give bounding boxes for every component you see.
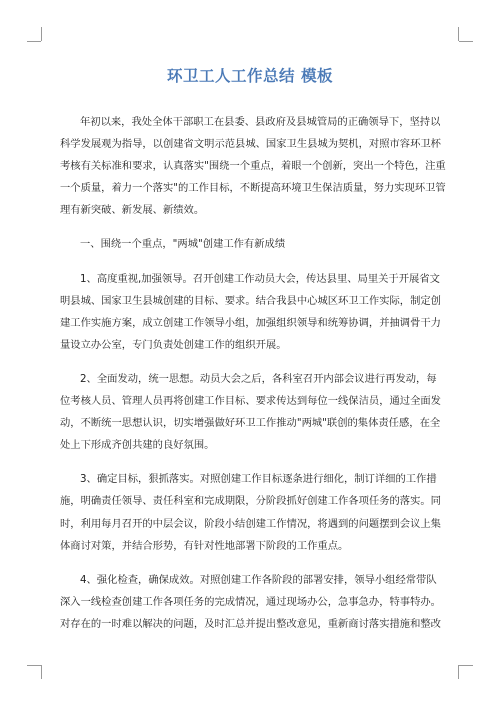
text-line: 科学发展观为指导，以创建省文明示范县城、国家卫生县城为契机，对照市容环卫杯 bbox=[60, 138, 441, 151]
crop-mark bbox=[27, 41, 41, 42]
text-line: 深入一线检查创建工作各项任务的完成情况，通过现场办公，急事急办，特事特办。 bbox=[60, 595, 441, 608]
text-line: 年初以来，我处全体干部职工在县委、县政府及县城管局的正确领导下，坚持以 bbox=[80, 116, 441, 128]
crop-mark bbox=[459, 41, 473, 42]
text-line: 处上下形成齐创共建的良好氛围。 bbox=[60, 439, 215, 452]
intro-paragraph bbox=[60, 111, 446, 221]
section-heading: 一、围绕一个重点，"两城"创建工作有新成绩 bbox=[80, 238, 286, 251]
text-line: 施，明确责任领导、责任科室和完成期限，分阶段抓好创建工作各项任务的落实。同 bbox=[60, 495, 441, 508]
text-line: 一个质量，着力一个落实"的工作目标，不断提高环境卫生保洁质量，努力实现环卫管 bbox=[60, 182, 446, 195]
text-line: 对存在的一时难以解决的问题，及时汇总并提出整改意见，重新商讨落实措施和整改 bbox=[60, 617, 441, 630]
text-line: 时，利用每月召开的中层会议，阶段小结创建工作情况，将遇到的问题摆到会议上集 bbox=[60, 517, 441, 530]
text-line: 考核有关标准和要求，认真落实"围绕一个重点，着眼一个创新，突出一个特色，注重 bbox=[60, 160, 446, 173]
crop-mark bbox=[41, 665, 42, 679]
text-line: 建工作实施方案，成立创建工作领导小组，加强组织领导和统筹协调，并抽调骨干力 bbox=[60, 316, 441, 329]
text-line: 体商讨对策，并结合形势，有针对性地部署下阶段的工作重点。 bbox=[60, 539, 349, 552]
text-line: 2、全面发动，统一思想。动员大会之后，各科室召开内部会议进行再发动，每 bbox=[80, 372, 437, 385]
text-line: 理有新突破、新发展、新绩效。 bbox=[60, 204, 205, 217]
crop-mark bbox=[458, 665, 459, 679]
text-line: 量设立办公室，专门负责处创建工作的组织开展。 bbox=[60, 338, 287, 351]
crop-mark bbox=[27, 665, 41, 666]
crop-mark bbox=[459, 665, 473, 666]
item-paragraph-4 bbox=[60, 569, 442, 635]
item-paragraph-1 bbox=[60, 268, 442, 356]
crop-mark bbox=[458, 27, 459, 41]
text-line: 位考核人员、管理人员再将创建工作目标、要求传达到每位一线保洁员，通过全面发 bbox=[60, 395, 441, 408]
text-line: 明县城、国家卫生县城创建的目标、要求。结合我县中心城区环卫工作实际，制定创 bbox=[60, 294, 441, 307]
document-body bbox=[60, 111, 446, 647]
item-paragraph-2 bbox=[60, 368, 442, 456]
text-line: 3、确定目标，狠抓落实。对照创建工作目标逐条进行细化，制订详细的工作措 bbox=[80, 473, 437, 486]
item-paragraph-3 bbox=[60, 468, 442, 556]
crop-mark bbox=[41, 27, 42, 41]
document-title: 环卫工人工作总结 模板 bbox=[167, 67, 333, 85]
text-line: 4、强化检查，确保成效。对照创建工作各阶段的部署安排，领导小组经常带队 bbox=[80, 573, 437, 586]
text-line: 1、高度重视,加强领导。召开创建工作动员大会，传达县里、局里关于开展省文 bbox=[80, 272, 440, 285]
text-line: 动，不断统一思想认识，切实增强做好环卫工作推动"两城"联创的集体责任感，在全 bbox=[60, 417, 441, 430]
